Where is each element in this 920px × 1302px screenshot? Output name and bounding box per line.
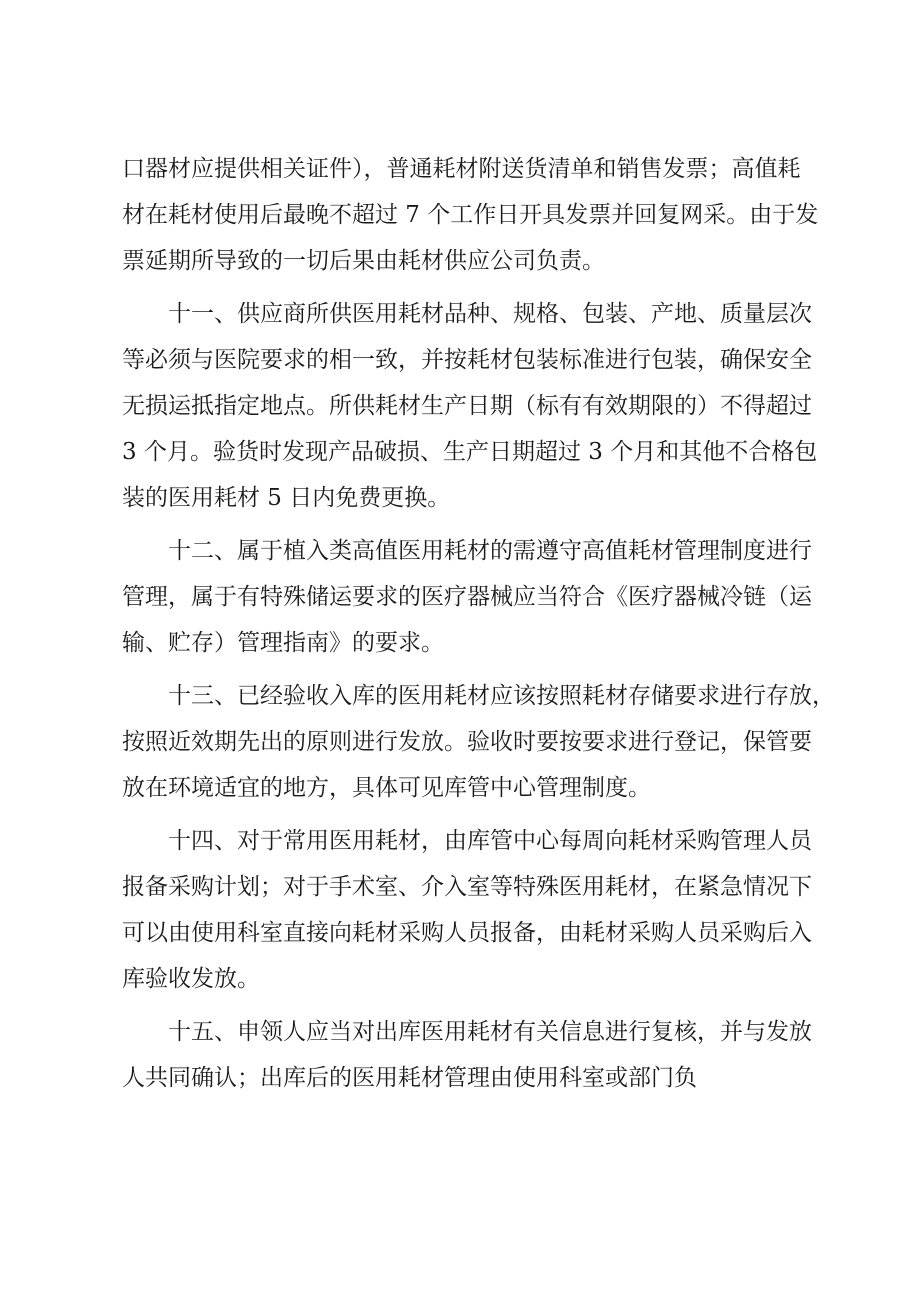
text-line: 十四、对于常用医用耗材，由库管中心每周向耗材采购管理人员 <box>168 828 812 854</box>
text-line: 管理，属于有特殊储运要求的医疗器械应当符合《医疗器械冷链（运 <box>122 584 812 610</box>
text-line: 输、贮存）管理指南》的要求。 <box>122 630 444 656</box>
document-body <box>122 156 835 1092</box>
text-line: 十一、供应商所供医用耗材品种、规格、包装、产地、质量层次 <box>168 301 812 327</box>
paragraph <box>122 301 818 512</box>
text-line: 人共同确认；出库后的医用耗材管理由使用科室或部门负 <box>122 1065 697 1091</box>
text-line: 材在耗材使用后最晚不超过 7 个工作日开具发票并回复网采。由于发 <box>122 202 819 228</box>
text-line: 口器材应提供相关证件），普通耗材附送货清单和销售发票；高值耗 <box>122 156 801 182</box>
paragraph <box>122 156 819 275</box>
paragraph <box>122 828 812 993</box>
paragraph <box>122 538 812 657</box>
text-line: 等必须与医院要求的相一致，并按耗材包装标准进行包装，确保安全 <box>122 347 812 373</box>
text-line: 按照近效期先出的原则进行发放。验收时要按要求进行登记，保管要 <box>122 729 812 755</box>
text-line: 报备采购计划；对于手术室、介入室等特殊医用耗材，在紧急情况下 <box>122 874 812 900</box>
text-line: 3 个月。验货时发现产品破损、生产日期超过 3 个月和其他不合格包 <box>122 439 818 465</box>
text-line: 十二、属于植入类高值医用耗材的需遵守高值耗材管理制度进行 <box>168 538 812 564</box>
text-line: 库验收发放。 <box>122 966 260 992</box>
text-line: 十五、申领人应当对出库医用耗材有关信息进行复核，并与发放 <box>168 1019 812 1045</box>
text-line: 装的医用耗材 5 日内免费更换。 <box>122 485 451 511</box>
text-line: 十三、已经验收入库的医用耗材应该按照耗材存储要求进行存放， <box>168 683 835 709</box>
text-line: 无损运抵指定地点。所供耗材生产日期（标有有效期限的）不得超过 <box>122 393 812 419</box>
text-line: 可以由使用科室直接向耗材采购人员报备，由耗材采购人员采购后入 <box>122 920 812 946</box>
text-line: 票延期所导致的一切后果由耗材供应公司负责。 <box>122 248 605 274</box>
paragraph <box>122 683 835 802</box>
text-line: 放在环境适宜的地方，具体可见库管中心管理制度。 <box>122 775 651 801</box>
paragraph <box>122 1019 812 1092</box>
